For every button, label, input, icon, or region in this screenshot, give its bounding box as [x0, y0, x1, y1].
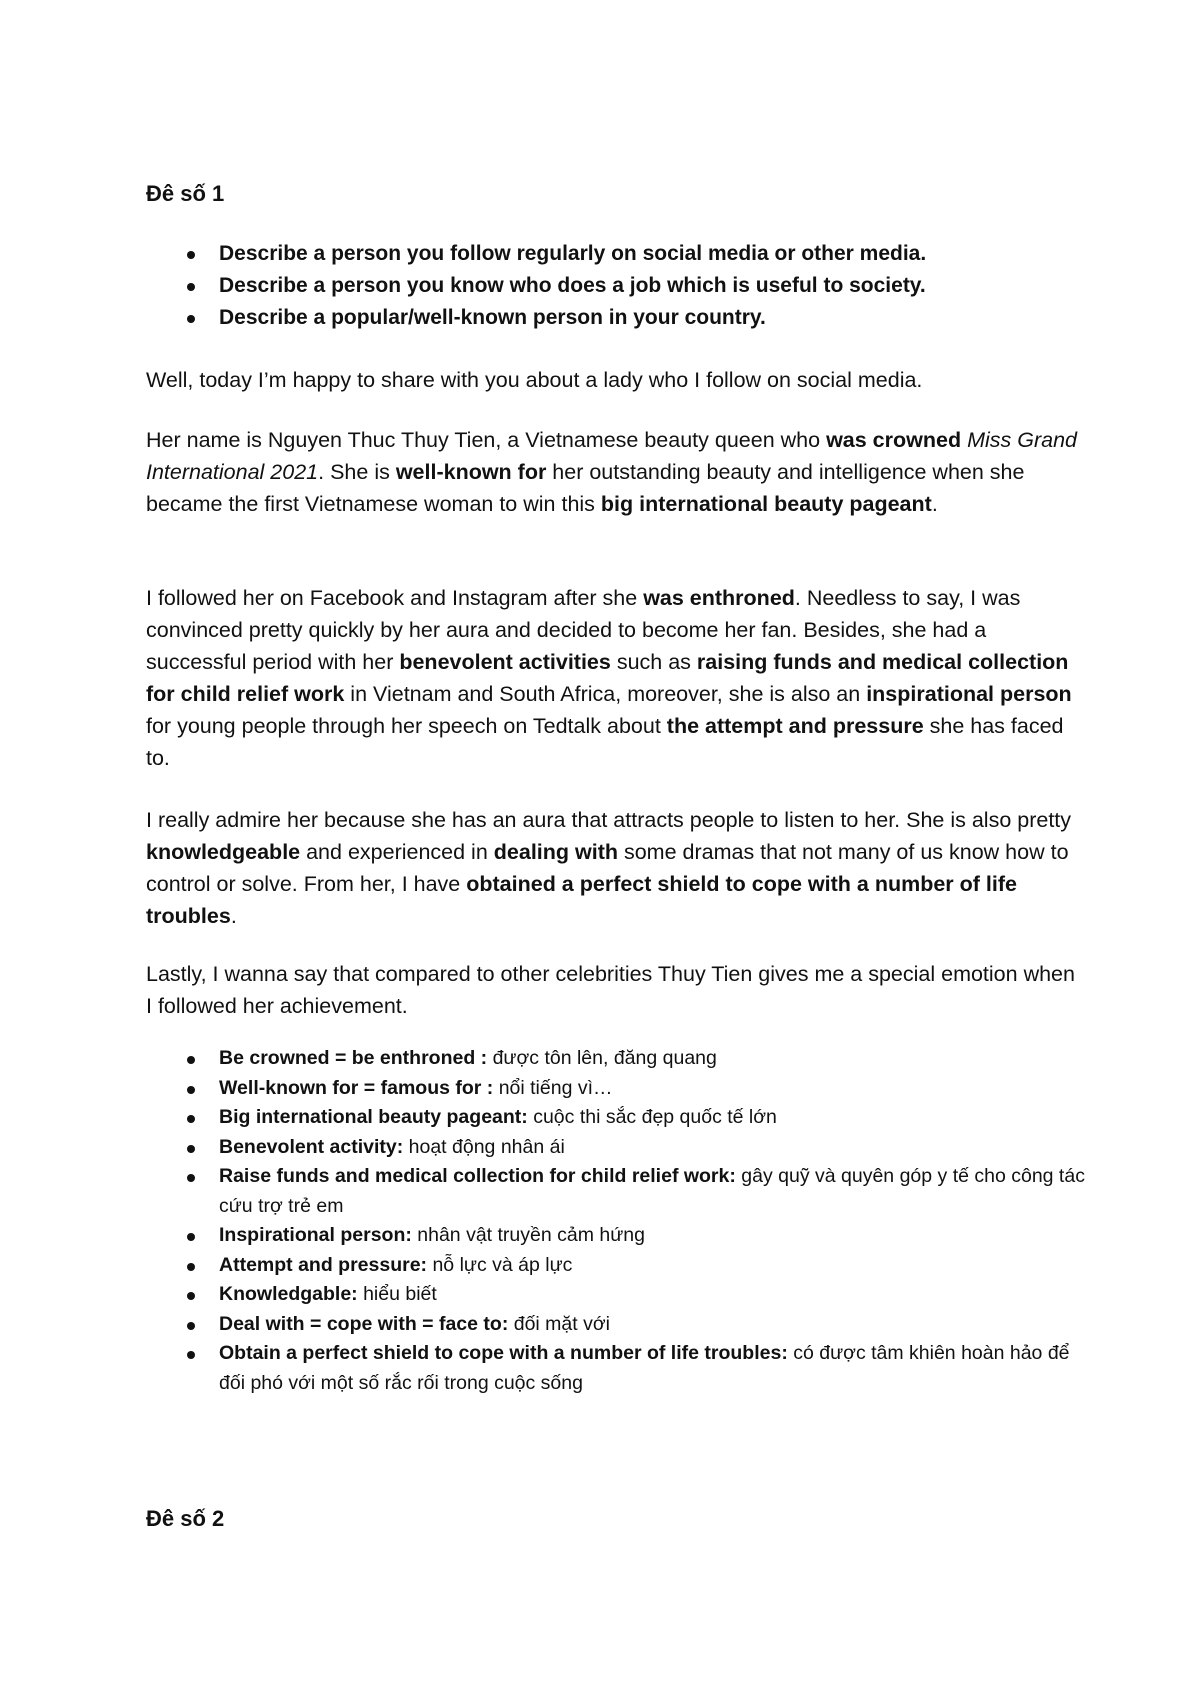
- vocab-meaning: đối mặt với: [508, 1312, 610, 1335]
- question-list: [146, 238, 1096, 334]
- question-text: Describe a person you know who does a job which is useful to society.: [219, 274, 926, 297]
- text-run: .: [931, 492, 938, 516]
- vocab-term: Attempt and pressure:: [219, 1253, 428, 1276]
- bullet-icon: [187, 1086, 195, 1094]
- question-item: [146, 302, 1096, 334]
- bullet-icon: [187, 283, 195, 291]
- bold-phrase: benevolent activities: [399, 650, 611, 674]
- bold-phrase: obtained a perfect shield to cope with a number of life troubles: [146, 872, 1017, 928]
- admire-paragraph: [146, 804, 1081, 932]
- vocab-term: Deal with = cope with = face to:: [219, 1312, 509, 1335]
- bold-phrase: dealing with: [493, 840, 618, 864]
- bullet-icon: [187, 1056, 195, 1064]
- question-item: [146, 270, 1096, 302]
- vocab-term: Knowledgable:: [219, 1283, 358, 1305]
- bullet-icon: [187, 251, 195, 259]
- vocab-term: Inspirational person:: [219, 1224, 412, 1246]
- bullet-icon: [187, 315, 195, 323]
- text-run: I followed her on Facebook and Instagram after she: [146, 586, 644, 610]
- vocab-meaning: gây quỹ và quyên góp y tế cho công tác cứu trợ trẻ em: [219, 1165, 1085, 1217]
- vocab-meaning: có được tâm khiên hoàn hảo để đối phó với một số rắc rối trong cuộc sống: [219, 1342, 1070, 1394]
- bold-phrase: knowledgeable: [146, 840, 301, 864]
- text-run: Well, today I’m happy to share with you about a lady who I follow on social media.: [146, 368, 923, 392]
- text-run: . Needless to say, I was convinced pretty quickly by her aura and decided to become her fan. Besides, she had a successful period with her: [146, 586, 1021, 674]
- text-run: .: [230, 904, 237, 928]
- vocab-term: Well-known for = famous for :: [219, 1076, 494, 1099]
- text-run: Her name is Nguyen Thuc Thuy Tien, a Vietnamese beauty queen who: [146, 428, 827, 452]
- bold-phrase: inspirational person: [866, 682, 1072, 706]
- bold-phrase: big international beauty pageant: [600, 492, 932, 516]
- vocab-term: Be crowned = be enthroned :: [219, 1047, 488, 1069]
- text-run: Lastly, I wanna say that compared to other celebrities Thuy Tien gives me a special emotion when I followed her achievement.: [146, 962, 1075, 1018]
- vocab-item: [146, 1221, 1096, 1251]
- follow-paragraph: [146, 582, 1081, 774]
- vocab-item: [146, 1280, 1096, 1310]
- intro-paragraph: [146, 364, 1081, 396]
- vocab-item: [146, 1310, 1096, 1340]
- bold-phrase: was crowned: [826, 428, 962, 452]
- vocab-term: Benevolent activity:: [219, 1135, 404, 1158]
- vocab-meaning: nổi tiếng vì…: [493, 1076, 613, 1099]
- text-run: I really admire her because she has an aura that attracts people to listen to her. She is also pretty: [146, 808, 1072, 832]
- section-heading-1: Đê số 1: [146, 181, 225, 206]
- vocab-meaning: nhân vật truyền cảm hứng: [411, 1224, 645, 1246]
- vocab-term: Big international beauty pageant:: [219, 1106, 528, 1128]
- bullet-icon: [187, 1233, 195, 1241]
- question-item: [146, 238, 1096, 270]
- vocab-item: [146, 1044, 1096, 1074]
- vocab-term: Raise funds and medical collection for child relief work:: [219, 1165, 736, 1187]
- text-run: such as: [610, 650, 697, 674]
- bullet-icon: [187, 1322, 195, 1330]
- vocab-meaning: hiểu biết: [357, 1283, 437, 1305]
- vocab-meaning: hoạt động nhân ái: [403, 1135, 565, 1158]
- bullet-icon: [187, 1292, 195, 1300]
- vocab-item: [146, 1162, 1096, 1221]
- bullet-icon: [187, 1115, 195, 1123]
- vocab-term: Obtain a perfect shield to cope with a number of life troubles:: [219, 1342, 788, 1364]
- vocabulary-list: [146, 1044, 1096, 1398]
- bullet-icon: [187, 1263, 195, 1271]
- vocab-item: [146, 1339, 1096, 1398]
- vocab-item: [146, 1251, 1096, 1281]
- vocab-meaning: nỗ lực và áp lực: [427, 1253, 573, 1276]
- bullet-icon: [187, 1174, 195, 1182]
- question-text: Describe a popular/well-known person in your country.: [219, 306, 766, 329]
- text-run: . She is: [318, 460, 396, 484]
- question-text: Describe a person you follow regularly on social media or other media.: [219, 242, 927, 265]
- bold-phrase: well-known for: [395, 460, 547, 484]
- vocab-item: [146, 1133, 1096, 1163]
- bullet-icon: [187, 1351, 195, 1359]
- text-run: her outstanding beauty and intelligence when she became the first Vietnamese woman to win this: [146, 460, 1025, 516]
- bold-phrase: the attempt and pressure: [666, 714, 924, 738]
- text-run: and experienced in: [300, 840, 494, 864]
- conclusion-paragraph: [146, 958, 1081, 1022]
- vocab-item: [146, 1103, 1096, 1133]
- name-paragraph: [146, 424, 1081, 520]
- vocab-meaning: được tôn lên, đăng quang: [487, 1047, 717, 1069]
- vocab-meaning: cuộc thi sắc đẹp quốc tế lớn: [527, 1106, 777, 1128]
- bold-phrase: was enthroned: [643, 586, 795, 610]
- text-run: she has faced to.: [146, 714, 1064, 770]
- section-heading-2: Đê số 2: [146, 1506, 225, 1531]
- text-run: for young people through her speech on Tedtalk about: [146, 714, 667, 738]
- text-run: in Vietnam and South Africa, moreover, she is also an: [344, 682, 867, 706]
- vocab-item: [146, 1074, 1096, 1104]
- bullet-icon: [187, 1145, 195, 1153]
- bold-phrase: raising funds and medical collection for child relief work: [146, 650, 1069, 706]
- text-run: some dramas that not many of us know how to control or solve. From her, I have: [146, 840, 1069, 896]
- italic-title: Miss Grand International 2021: [146, 428, 1077, 484]
